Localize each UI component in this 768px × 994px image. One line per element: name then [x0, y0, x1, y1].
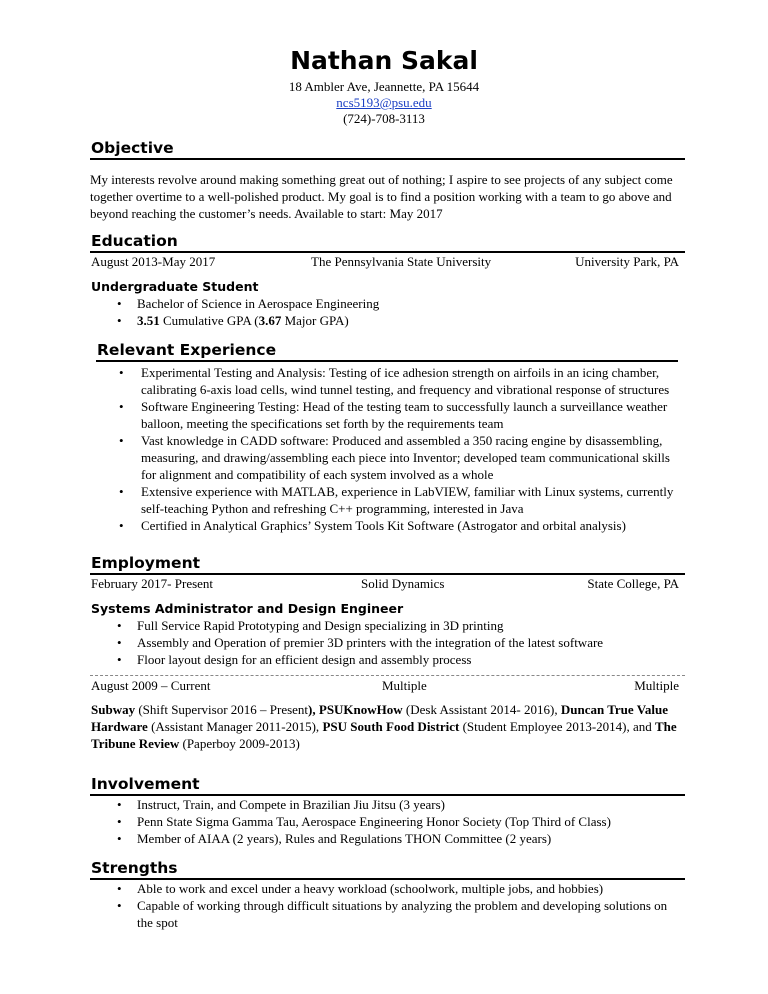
list-item: • Certified in Analytical Graphics’ System Tools Kit Software (Astrogator and orbital analysis) [119, 518, 626, 533]
list-item: • Software Engineering Testing: Head of the testing team to successfully launch a surveillance weather balloon, meeting the specifications set forth by the requirements team [119, 399, 668, 431]
email-link[interactable]: ncs5193@psu.edu [336, 95, 432, 110]
employment-section [90, 554, 685, 752]
job-role: Systems Administrator and Design Engineer [91, 601, 404, 616]
cumulative-gpa: 3.51 [137, 313, 160, 328]
bullet-icon: • [117, 313, 122, 328]
bullet-icon: • [119, 433, 124, 448]
education-location: University Park, PA [575, 254, 679, 269]
address: 18 Ambler Ave, Jeannette, PA 15644 [288, 79, 480, 94]
list-item: • Extensive experience with MATLAB, experience in LabVIEW, familiar with Linux systems, currently self-teaching Python and refreshing C++ programming, interested in Java [119, 484, 674, 516]
education-row [90, 253, 685, 270]
section-title: Relevant Experience [96, 341, 678, 362]
experience-section [96, 341, 678, 534]
education-school: The Pennsylvania State University [311, 254, 492, 269]
experience-list [96, 364, 678, 534]
education-list [90, 295, 685, 329]
bullet-icon: • [119, 518, 124, 533]
education-subtitle: Undergraduate Student [91, 279, 259, 294]
education-dates: August 2013-May 2017 [91, 254, 216, 269]
job-location: Multiple [634, 678, 679, 693]
job-row [90, 575, 685, 592]
list-item: • 3.51 Cumulative GPA (3.67 Major GPA) [117, 313, 349, 328]
section-title: Objective [90, 139, 685, 160]
job-list [90, 617, 685, 668]
bullet-icon: • [117, 831, 122, 846]
candidate-name: Nathan Sakal [290, 46, 478, 75]
list-item: • Capable of working through difficult situations by analyzing the problem and developing solutions on the spot [117, 898, 668, 930]
list-item: • Member of AIAA (2 years), Rules and Regulations THON Committee (2 years) [117, 831, 552, 846]
section-title: Education [90, 232, 685, 253]
involvement-list [90, 796, 685, 847]
bullet-icon: • [117, 618, 122, 633]
objective-text: My interests revolve around making something great out of nothing; I aspire to see projects of any subject come together overtime to a well-polished product. My goal is to find a position working with a team to go above and beyond reaching the customer’s needs. Available to start: May 2017 [90, 172, 673, 221]
bullet-icon: • [117, 881, 122, 896]
job-dates: February 2017- Present [91, 576, 214, 591]
list-item: • Full Service Rapid Prototyping and Design specializing in 3D printing [117, 618, 504, 633]
bullet-icon: • [119, 399, 124, 414]
list-item: • Bachelor of Science in Aerospace Engineering [117, 296, 380, 311]
major-gpa: 3.67 [258, 313, 282, 328]
involvement-section [90, 775, 685, 847]
bullet-icon: • [117, 652, 122, 667]
bullet-icon: • [117, 797, 122, 812]
job-dates: August 2009 – Current [91, 678, 211, 693]
email-line [0, 95, 768, 111]
bullet-icon: • [117, 635, 122, 650]
job-company: Multiple [382, 678, 427, 693]
job-row [90, 677, 685, 694]
job-history-text: Subway (Shift Supervisor 2016 – Present), PSUKnowHow (Desk Assistant 2014- 2016), Duncan True Value Hardware (Assistant Manager 2011-2015), PSU South Food District (Student Employee 2013-2014), and The Tribune Review (Paperboy 2009-2013) [91, 702, 677, 751]
bullet-icon: • [117, 814, 122, 829]
list-item: • Penn State Sigma Gamma Tau, Aerospace Engineering Honor Society (Top Third of Class) [117, 814, 611, 829]
list-item: • Able to work and excel under a heavy workload (schoolwork, multiple jobs, and hobbies) [117, 881, 604, 896]
section-title: Employment [90, 554, 685, 575]
strengths-list [90, 880, 685, 931]
list-item: • Experimental Testing and Analysis: Testing of ice adhesion strength on airfoils in an icing chamber, calibrating 6-axis load cells, wind tunnel testing, and frequency and vibrational response of structures [119, 365, 670, 397]
job-location: State College, PA [587, 576, 679, 591]
objective-section [90, 139, 685, 222]
divider [90, 675, 685, 676]
list-item: • Vast knowledge in CADD software: Produced and assembled a 350 racing engine by disassembling, measuring, and drawing/assembling each piece into Inventor; developed team communicational skills for alignment and compatibility of each system involved as a whole [119, 433, 670, 482]
job-company: Solid Dynamics [361, 576, 445, 591]
bullet-icon: • [119, 484, 124, 499]
list-item: • Instruct, Train, and Compete in Brazilian Jiu Jitsu (3 years) [117, 797, 445, 812]
list-item: • Assembly and Operation of premier 3D printers with the integration of the latest software [117, 635, 604, 650]
phone: (724)-708-3113 [343, 111, 425, 126]
bullet-icon: • [119, 365, 124, 380]
education-section [90, 232, 685, 329]
section-title: Strengths [90, 859, 685, 880]
strengths-section [90, 859, 685, 931]
bullet-icon: • [117, 898, 122, 913]
list-item: • Floor layout design for an efficient design and assembly process [117, 652, 472, 667]
section-title: Involvement [90, 775, 685, 796]
bullet-icon: • [117, 296, 122, 311]
